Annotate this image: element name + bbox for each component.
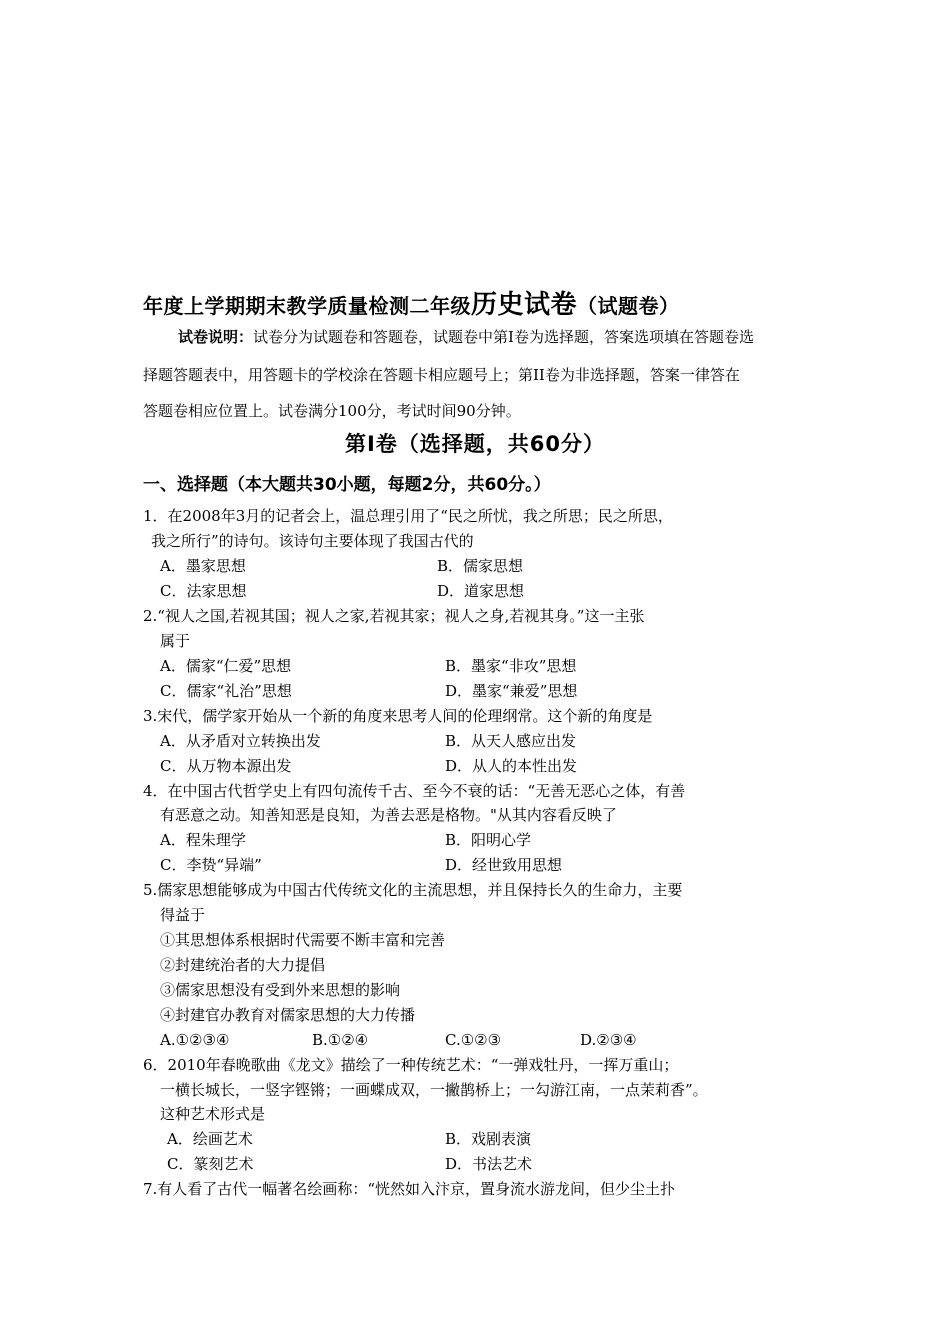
question-5-option-b: B.①②④	[312, 1031, 369, 1049]
question-3-option-d: D．从人的本性出发	[445, 757, 578, 775]
question-6-option-d: D．书法艺术	[445, 1155, 533, 1173]
question-6-option-a: A．绘画艺术	[167, 1130, 253, 1148]
question-6-stem-3: 这种艺术形式是	[160, 1105, 266, 1123]
question-6-stem-2: 一横长城长，一竖字铿锵；一画蝶成双，一撇鹊桥上；一勾游江南，一点茉莉香”。	[160, 1081, 708, 1099]
instructions-line-1	[178, 326, 754, 347]
question-2-option-c: C．儒家“礼治”思想	[160, 682, 292, 700]
question-5-option-c: C.①②③	[445, 1031, 502, 1049]
question-5-stem-1: 5.儒家思想能够成为中国古代传统文化的主流思想，并且保持长久的生命力，主要	[143, 881, 683, 899]
question-3-option-c: C．从万物本源出发	[160, 757, 292, 775]
question-2-option-b: B．墨家“非攻”思想	[445, 657, 577, 675]
question-2-option-a: A．儒家“仁爱”思想	[160, 657, 292, 675]
question-3-option-b: B．从天人感应出发	[445, 732, 577, 750]
question-3-option-a: A．从矛盾对立转换出发	[160, 732, 321, 750]
part-heading: 一、选择题（本大题共30小题，每题2分，共60分。）	[143, 475, 551, 495]
question-4-option-a: A．程朱理学	[160, 831, 246, 849]
question-6-option-b: B．戏剧表演	[445, 1130, 532, 1148]
question-4-option-d: D．经世致用思想	[445, 856, 563, 874]
instructions-label: 试卷说明：	[178, 328, 254, 346]
question-1-stem-1: 1．在2008年3月的记者会上，温总理引用了“民之所忧，我之所思；民之所思，	[143, 507, 673, 525]
question-5-item-3: ③儒家思想没有受到外来思想的影响	[160, 981, 401, 999]
question-6-option-c: C．篆刻艺术	[167, 1155, 254, 1173]
question-5-option-d: D.②③④	[580, 1031, 637, 1049]
section-title: 第Ⅰ卷（选择题，共60分）	[344, 432, 606, 456]
question-2-stem-1: 2.“视人之国,若视其国；视人之家,若视其家；视人之身,若视其身。”这一主张	[143, 607, 645, 625]
title-suffix: （试题卷）	[577, 294, 680, 318]
question-5-stem-2: 得益于	[160, 906, 206, 924]
title-subject: 历史试卷	[471, 290, 578, 320]
question-1-option-d: D．道家思想	[437, 582, 525, 600]
question-5-item-2: ②封建统治者的大力提倡	[160, 956, 326, 974]
question-1-stem-2: 我之所行”的诗句。该诗句主要体现了我国古代的	[151, 532, 474, 550]
question-4-option-c: C．李贽“异端”	[160, 856, 262, 874]
instructions-line-2: 择题答题表中，用答题卡的学校涂在答题卡相应题号上；第II卷为非选择题，答案一律答在	[143, 366, 740, 384]
question-4-stem-2: 有恶意之动。知善知恶是良知，为善去恶是格物。"从其内容看反映了	[160, 806, 617, 824]
instructions-text-1: 试卷分为试题卷和答题卷，试题卷中第I卷为选择题，答案选项填在答题卷选	[253, 328, 754, 346]
exam-title	[143, 284, 680, 321]
title-prefix: 年度上学期期末教学质量检测二年级	[143, 294, 471, 318]
question-1-option-a: A．墨家思想	[160, 557, 246, 575]
instructions-line-3: 答题卷相应位置上。试卷满分100分，考试时间90分钟。	[143, 402, 521, 420]
question-7-stem-1: 7.有人看了古代一幅著名绘画称：“恍然如入汴京，置身流水游龙间，但少尘土扑	[143, 1180, 675, 1198]
question-1-option-b: B．儒家思想	[437, 557, 524, 575]
question-2-stem-2: 属于	[160, 632, 191, 650]
question-5-item-1: ①其思想体系根据时代需要不断丰富和完善	[160, 931, 446, 949]
question-4-stem-1: 4．在中国古代哲学史上有四句流传千古、至今不衰的话：“无善无恶心之体，有善	[143, 782, 686, 800]
question-6-stem-1: 6．2010年春晚歌曲《龙文》描绘了一种传统艺术：“一弹戏牡丹，一挥万重山；	[143, 1056, 679, 1074]
question-3-stem-1: 3.宋代，儒学家开始从一个新的角度来思考人间的伦理纲常。这个新的角度是	[143, 707, 653, 725]
question-4-option-b: B．阳明心学	[445, 831, 532, 849]
question-1-option-c: C．法家思想	[160, 582, 247, 600]
question-5-option-a: A.①②③④	[160, 1031, 230, 1049]
question-5-item-4: ④封建官办教育对儒家思想的大力传播	[160, 1006, 416, 1024]
question-2-option-d: D．墨家“兼爱”思想	[445, 682, 578, 700]
